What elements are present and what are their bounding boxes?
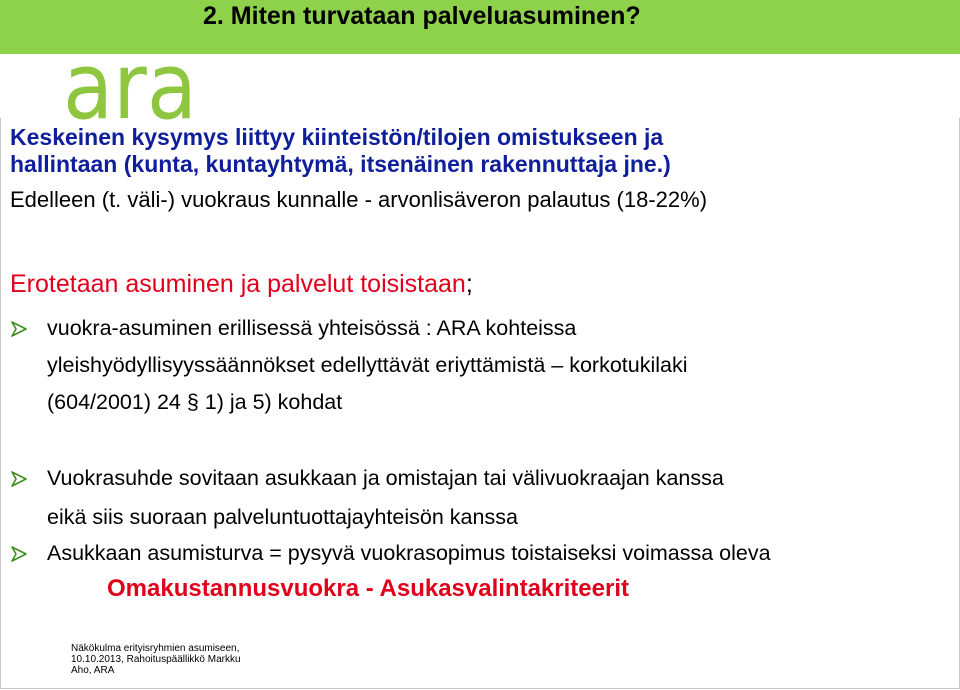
footer-line-3: Aho, ARA <box>71 665 115 676</box>
arrow-bullet-icon <box>10 320 28 338</box>
section-heading <box>10 270 473 299</box>
bullet-3-line-1: Asukkaan asumisturva = pysyvä vuokrasopimus toistaiseksi voimassa oleva <box>47 541 771 565</box>
intro-line-3: Edelleen (t. väli-) vuokraus kunnalle - arvonlisäveron palautus (18-22%) <box>10 187 708 212</box>
highlight-line: Omakustannusvuokra - Asukasvalintakriteerit <box>107 575 629 602</box>
footer-info <box>71 643 241 676</box>
intro-line-1: Keskeinen kysymys liittyy kiinteistön/tilojen omistukseen ja <box>10 124 664 150</box>
section-heading-punct: ; <box>465 270 473 298</box>
bullet-2-line-1: Vuokrasuhde sovitaan asukkaan ja omistajan tai välivuokraajan kanssa <box>47 466 724 490</box>
logo-text: ara <box>63 33 197 140</box>
arrow-bullet-icon <box>10 545 28 563</box>
ara-logo <box>63 33 197 140</box>
arrow-bullet-icon <box>10 470 28 488</box>
footer-line-2: 10.10.2013, Rahoituspäällikkö Markku <box>71 654 241 665</box>
footer-line-1: Näkökulma erityisryhmien asumiseen, <box>71 643 240 654</box>
section-heading-text: Erotetaan asuminen ja palvelut toisistaan <box>10 270 466 298</box>
bullet-2-line-2: eikä siis suoraan palveluntuottajayhteisön kanssa <box>47 505 518 529</box>
bullet-1-line-2: yleishyödyllisyyssäännökset edellyttävät eriyttämistä – korkotukilaki <box>47 353 688 377</box>
bullet-1-line-3: (604/2001) 24 § 1) ja 5) kohdat <box>47 390 343 414</box>
intro-line-2: hallintaan (kunta, kuntayhtymä, itsenäinen rakennuttaja jne.) <box>10 151 671 177</box>
page-title: 2. Miten turvataan palveluasuminen? <box>203 2 641 30</box>
bullet-1-line-1: vuokra-asuminen erillisessä yhteisössä : ARA kohteissa <box>47 316 577 340</box>
